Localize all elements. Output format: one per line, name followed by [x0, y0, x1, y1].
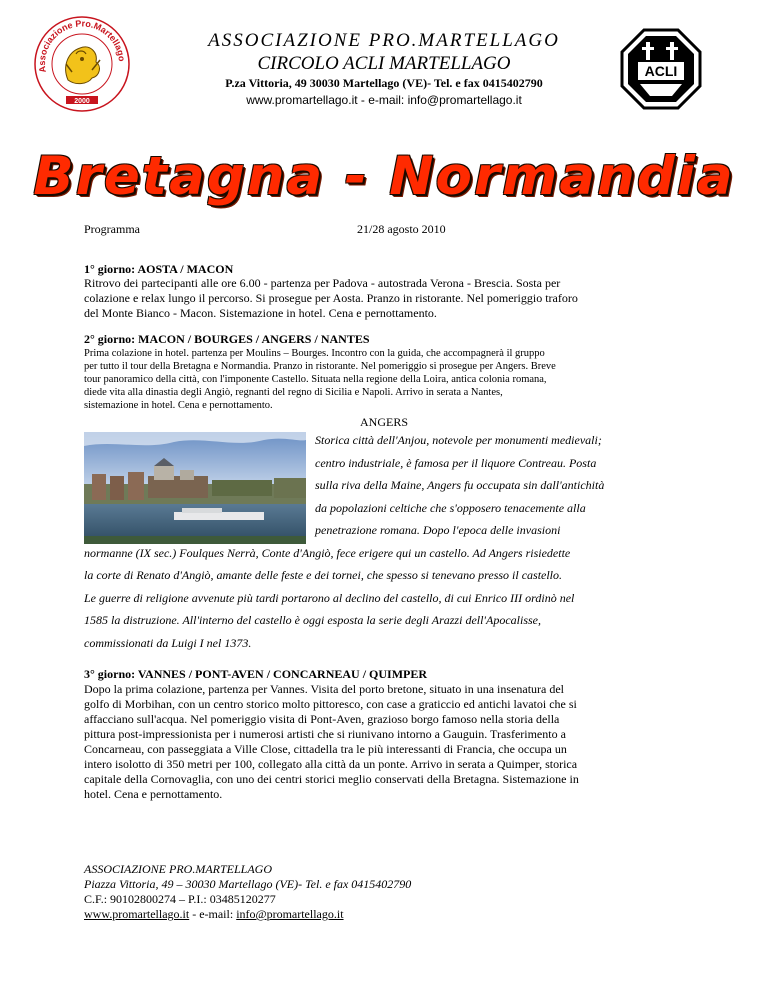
footer-separator: - e-mail:	[189, 907, 237, 921]
day2-line: Prima colazione in hotel. partenza per Moulins – Bourges. Incontro con la guida, che accompagnerà il gruppo	[84, 348, 545, 359]
angers-line: Le guerre di religione avvenute più tardi portarono al declino del castello, di cui Enrico III ordinò nel	[84, 591, 575, 605]
logo-year: 2000	[74, 98, 90, 105]
day2-line: diede vita alla dinastia degli Angiò, regnanti del regno di Sicilia e Napoli. Arrivo in serata a Nantes,	[84, 387, 503, 398]
program-dates: 21/28 agosto 2010	[357, 222, 446, 236]
day1-line: Ritrovo dei partecipanti alle ore 6.00 - partenza per Padova - autostrada Verona - Brescia. Sosta per	[84, 276, 561, 290]
footer-contacts	[84, 907, 344, 922]
day3-line: Dopo la prima colazione, partenza per Vannes. Visita del porto bretone, situato in una insenatura del	[84, 682, 565, 696]
day2-line: per tutto il tour della Bretagna e Normandia. Pranzo in ristorante. Nel pomeriggio si prosegue per Angers. Breve	[84, 361, 556, 372]
angers-line: normanne (IX sec.) Foulques Nerrà, Conte d'Angiò, fece erigere qui un castello. Ad Angers risiedette	[84, 546, 571, 560]
day1-text	[84, 276, 688, 321]
footer-fiscal: C.F.: 90102800274 – P.I.: 03485120277	[84, 892, 276, 906]
angers-castle-photo	[84, 432, 306, 544]
footer-org: ASSOCIAZIONE PRO.MARTELLAGO	[84, 862, 272, 876]
day1-heading: 1° giorno: AOSTA / MACON	[84, 262, 234, 276]
angers-line: la corte di Renato d'Angiò, amante delle feste e dei tornei, che spesso si tenevano presso il castello.	[84, 568, 563, 582]
page-title: Bretagna - Normandia	[33, 146, 735, 207]
angers-line: Storica città dell'Anjou, notevole per monumenti medievali;	[315, 433, 602, 447]
day2-line: tour panoramico della città, con l'imponente Castello. Situata nella regione della Loira, antica colonia romana,	[84, 374, 547, 385]
footer-email-link[interactable]: info@promartellago.it	[236, 907, 344, 921]
program-label: Programma	[84, 222, 140, 236]
footer-address: Piazza Vittoria, 49 – 30030 Martellago (VE)- Tel. e fax 0415402790	[84, 877, 412, 891]
header-circolo-name: CIRCOLO ACLI MARTELLAGO	[257, 53, 511, 74]
angers-line: 1585 la distruzione. All'interno del castello è oggi esposta la serie degli Arazzi dell'Apocalisse,	[84, 613, 541, 627]
angers-line: commissionati da Luigi I nel 1373.	[84, 636, 252, 650]
header-web-contacts: www.promartellago.it - e-mail: info@promartellago.it	[246, 93, 522, 107]
day2-heading: 2° giorno: MACON / BOURGES / ANGERS / NANTES	[84, 332, 370, 346]
logo-ring-text: Associazione Pro.Martellago	[36, 18, 127, 74]
header-address: P.za Vittoria, 49 30030 Martellago (VE)- Tel. e fax 0415402790	[225, 76, 543, 90]
day3-line: golfo di Morbihan, con un centro storico molto pittoresco, con case a graticcio ed antichi lavatoi che si	[84, 697, 577, 711]
day3-line: Concarneau, con passeggiata a Ville Close, cittadella tra le più interessanti di Francia, che occupa un	[84, 742, 567, 756]
acli-logo-text: ACLI	[644, 63, 678, 79]
day3-text	[84, 682, 688, 802]
day3-line: hotel. Cena e pernottamento.	[84, 787, 223, 801]
day3-line: affacciano sull'acqua. Nel pomeriggio visita di Pont-Aven, grazioso borgo famoso nella storia della	[84, 712, 560, 726]
day3-heading: 3° giorno: VANNES / PONT-AVEN / CONCARNEAU / QUIMPER	[84, 667, 428, 681]
angers-line: penetrazione romana. Dopo l'epoca delle invasioni	[315, 523, 561, 537]
day1-line: colazione e relax lungo il percorso. Si prosegue per Aosta. Pranzo in ristorante. Nel pomeriggio traforo	[84, 291, 578, 305]
day2-text	[84, 347, 688, 412]
footer-website-link[interactable]: www.promartellago.it	[84, 907, 190, 921]
angers-line: centro industriale, è famosa per il liquore Contreau. Posta	[315, 456, 597, 470]
day2-line: sistemazione in hotel. Cena e pernottamento.	[84, 400, 273, 411]
angers-line: da popolazioni celtiche che s'opposero tenacemente alla	[315, 501, 586, 515]
day3-line: intero isolotto di 350 metri per 100, collegato alla città da un ponte. Arrivo in serata a Quimper, storica	[84, 757, 578, 771]
day1-line: del Monte Bianco - Macon. Sistemazione in hotel. Cena e pernottamento.	[84, 306, 437, 320]
angers-title: ANGERS	[360, 415, 409, 429]
header-association-name: ASSOCIAZIONE PRO.MARTELLAGO	[208, 30, 560, 51]
angers-line: sulla riva della Maine, Angers fu occupata sin dall'antichità	[315, 478, 605, 492]
day3-line: capitale della Cornovaglia, con uno dei centri storici meglio conservati della Bretagna. Sistemazione in	[84, 772, 579, 786]
day3-line: pittura post-impressionista per i numerosi artisti che si riunivano intorno a Gauguin. Trasferimento a	[84, 727, 566, 741]
